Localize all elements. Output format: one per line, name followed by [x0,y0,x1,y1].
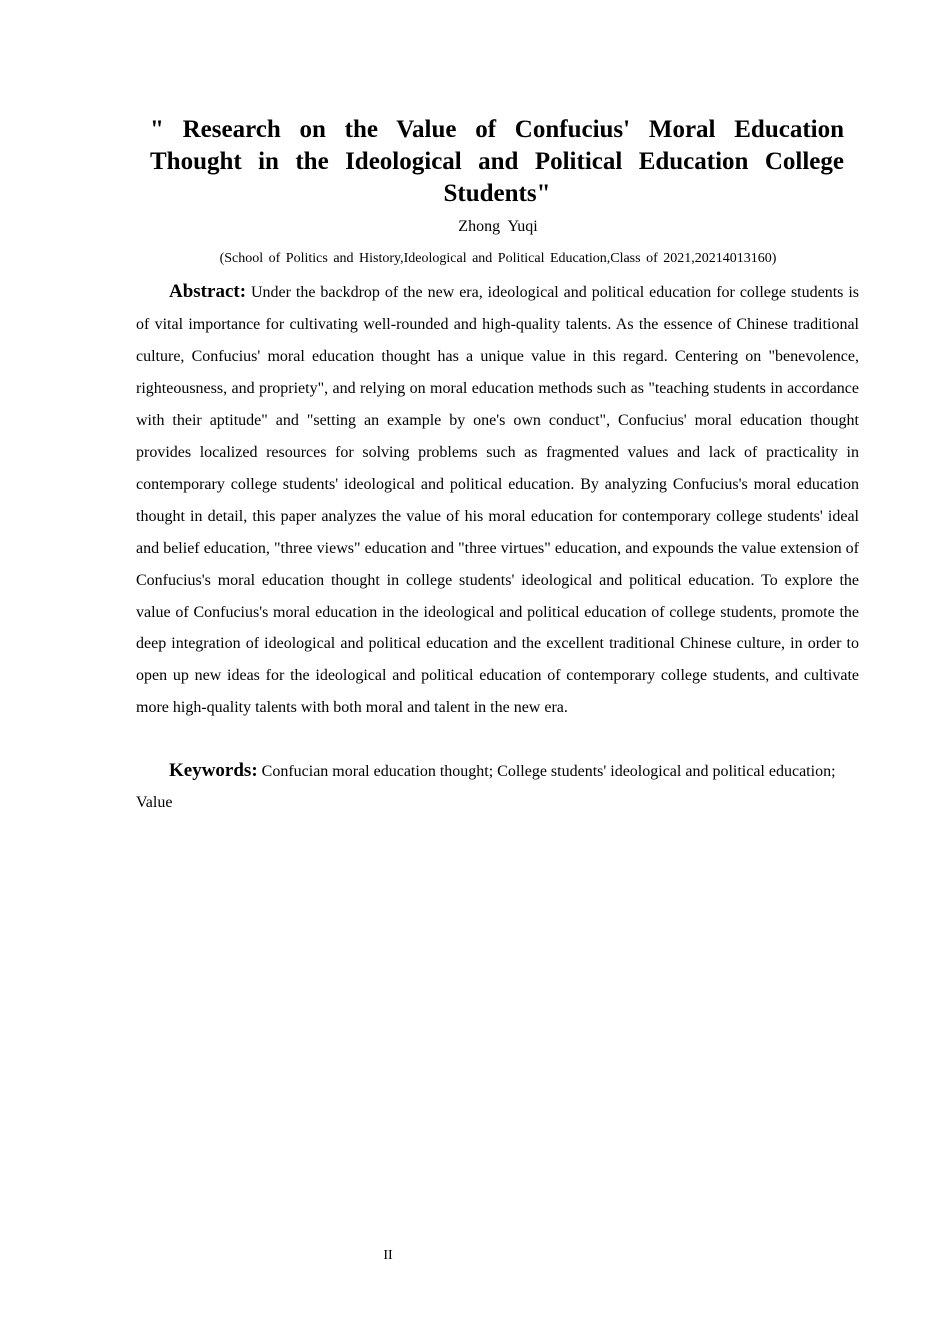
page-number: II [383,1248,393,1263]
abstract-paragraph [136,276,859,724]
keywords-label: Keywords: [169,760,258,781]
author-name: Zhong Yuqi [458,218,538,235]
abstract-text: Under the backdrop of the new era, ideological and political education for college students is of vital importance for cultivating well-rounded and high-quality talents. As the essence of Chinese traditional culture, Confucius' moral education thought has a unique value in this regard. Centering on "benevolence, righteousness, and propriety", and relying on moral education methods such as "teaching students in accordance with their aptitude" and "setting an example by one's own conduct", Confucius' moral education thought provides localized resources for solving problems such as fragmented values and lack of practicality in contemporary college students' ideological and political education. By analyzing Confucius's moral education thought in detail, this paper analyzes the value of his moral education for contemporary college students' ideal and belief education, "three views" education and "three virtues" education, and expounds the value extension of Confucius's moral education thought in college students' ideological and political education. To explore the value of Confucius's moral education in the ideological and political education of college students, promote the deep integration of ideological and political education and the excellent traditional Chinese culture, in order to open up new ideas for the ideological and political education of contemporary college students, and cultivate more high-quality talents with both moral and talent in the new era. [136,284,859,717]
keywords-text: Confucian moral education thought; College students' ideological and political education; Value [136,763,836,811]
paper-title: " Research on the Value of Confucius' Moral Education Thought in the Ideological and Political Education College Students" [150,116,844,207]
keywords-paragraph [136,755,859,818]
author-affiliation: (School of Politics and History,Ideological and Political Education,Class of 2021,20214013160) [219,251,777,266]
abstract-label: Abstract: [169,281,247,302]
